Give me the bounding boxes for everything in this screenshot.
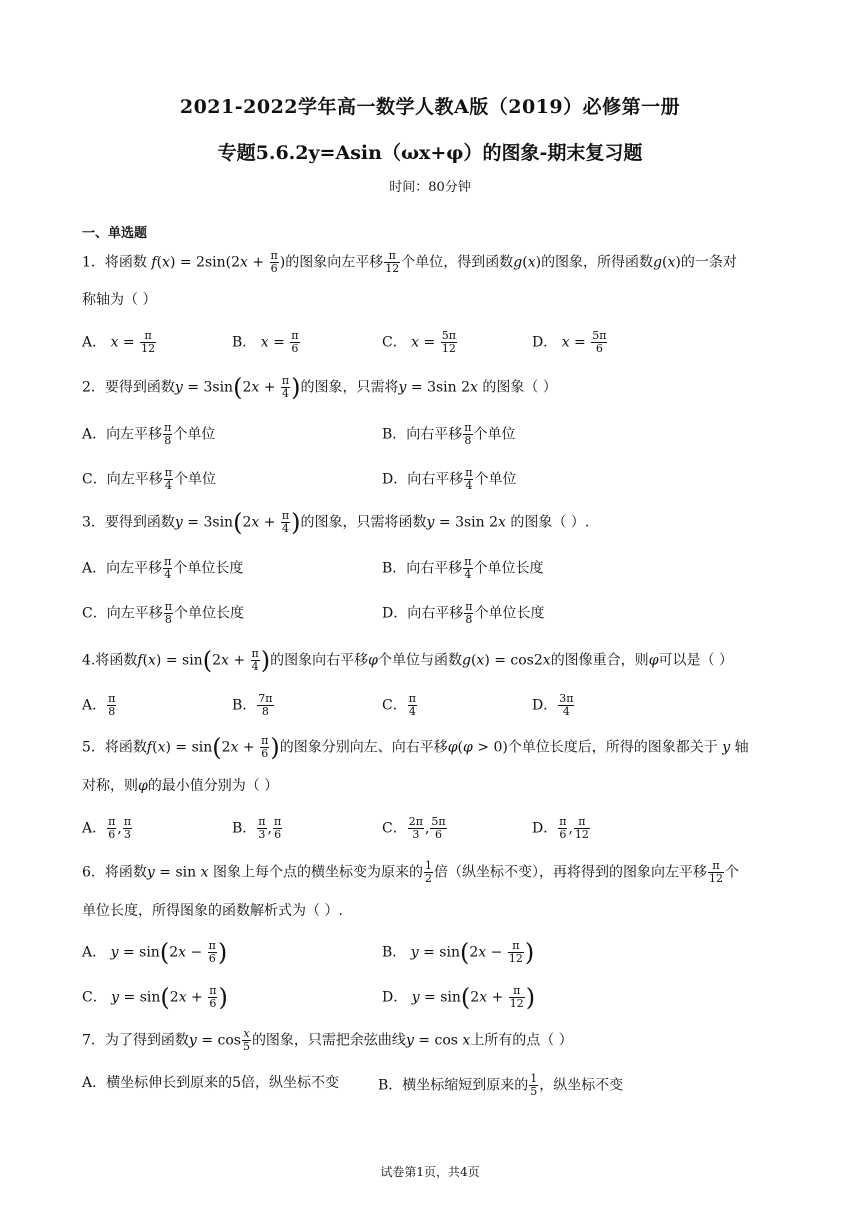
q1-option-b[interactable]: B． x = $\frac{\pi}{6}$	[232, 329, 299, 355]
q7-option-a[interactable]: A．横坐标伸长到原来的5倍，纵坐标不变	[82, 1075, 340, 1091]
question-4: 4.将函数f(x) = sin(2x + $\frac{\pi}{4}$ )的图象向右平移φ个单位与函数g(x) = cos2x的图像重合，则φ可以是（ ）	[82, 646, 733, 675]
q4-option-b[interactable]: B． $\frac{7\pi}{8}$	[232, 692, 273, 718]
q6-option-d[interactable]: D． y = sin(2x + $\frac{\pi}{12}$ )	[382, 983, 536, 1012]
exam-subtitle: 专题5.6.2y=Asin（ωx+φ）的图象-期末复习题	[217, 142, 643, 164]
page-footer: 试卷第1页，共4页	[380, 1165, 480, 1179]
q2-option-b[interactable]: B．向右平移 $\frac{\pi}{8}$ 个单位	[382, 421, 516, 447]
q3-option-d[interactable]: D．向右平移 $\frac{\pi}{8}$ 个单位长度	[382, 600, 545, 626]
q4-option-c[interactable]: C． $\frac{\pi}{4}$	[382, 692, 416, 718]
time-limit: 时间：80分钟	[389, 180, 471, 195]
q2-option-c[interactable]: C．向左平移 $\frac{\pi}{4}$ 个单位	[82, 466, 216, 492]
q1-option-c[interactable]: C． x = $\frac{5\pi}{12}$	[382, 329, 456, 355]
section-heading: 一、单选题	[82, 226, 148, 241]
exam-title: 2021-2022学年高一数学人教A版（2019）必修第一册	[179, 96, 681, 118]
q1-option-a[interactable]: A． x = $\frac{\pi}{12}$	[82, 329, 156, 355]
question-5: 5．将函数f(x) = sin(2x + $\frac{\pi}{6}$ )的图象分别向左、向右平移φ(φ > 0)个单位长度后，所得的图象都关于 y 轴	[82, 733, 749, 762]
q5-option-a[interactable]: A． $\frac{\pi}{6}$ , $\frac{\pi}{3}$	[82, 815, 132, 841]
q3-option-b[interactable]: B．向右平移 $\frac{\pi}{4}$ 个单位长度	[382, 555, 544, 581]
q7-option-b[interactable]: B．横坐标缩短到原来的 $\frac{1}{5}$ ，纵坐标不变	[378, 1072, 624, 1098]
q5-option-b[interactable]: B． $\frac{\pi}{3}$ , $\frac{\pi}{6}$	[232, 815, 282, 841]
question-2: 2．要得到函数y = 3sin(2x + $\frac{\pi}{4}$ )的图象，只需将y = 3sin 2x 的图象（ ）	[82, 373, 557, 402]
q3-option-a[interactable]: A．向左平移 $\frac{\pi}{4}$ 个单位长度	[82, 555, 244, 581]
question-6-cont: 单位长度，所得图象的函数解析式为（ ）.	[82, 903, 343, 919]
q6-option-b[interactable]: B． y = sin(2x − $\frac{\pi}{12}$ )	[382, 938, 535, 967]
q6-option-a[interactable]: A． y = sin(2x − $\frac{\pi}{6}$ )	[82, 938, 228, 967]
q1-option-d[interactable]: D． x = $\frac{5\pi}{6}$	[532, 329, 607, 355]
q5-option-d[interactable]: D． $\frac{\pi}{6}$ , $\frac{\pi}{12}$	[532, 815, 589, 841]
q2-option-a[interactable]: A．向左平移 $\frac{\pi}{8}$ 个单位	[82, 421, 216, 447]
q4-option-d[interactable]: D． $\frac{3\pi}{4}$	[532, 692, 574, 718]
question-3: 3．要得到函数y = 3sin(2x + $\frac{\pi}{4}$ )的图象，只需将函数y = 3sin 2x 的图象（ ）.	[82, 508, 590, 537]
q6-option-c[interactable]: C． y = sin(2x + $\frac{\pi}{6}$ )	[82, 983, 228, 1012]
question-1-cont: 称轴为（ ）	[82, 292, 157, 308]
q5-option-c[interactable]: C． $\frac{2\pi}{3}$ , $\frac{5\pi}{6}$	[382, 815, 446, 841]
question-1: 1．将函数 f(x) = 2sin(2x + $\frac{\pi}{6}$ )的图象向左平移 $\frac{\pi}{12}$ 个单位，得到函数g(x)的图象，所得函数g(x)的一条对	[82, 249, 737, 275]
q2-option-d[interactable]: D．向右平移 $\frac{\pi}{4}$ 个单位	[382, 466, 517, 492]
q4-option-a[interactable]: A． $\frac{\pi}{8}$	[82, 692, 116, 718]
question-5-cont: 对称，则φ的最小值分别为（ ）	[82, 778, 279, 794]
question-6: 6．将函数y = sin x 图象上每个点的横坐标变为原来的 $\frac{1}{2}$ 倍（纵坐标不变），再将得到的图象向左平移 $\frac{\pi}{12}$ 个	[82, 859, 739, 885]
question-7: 7．为了得到函数y = cos $\frac{x}{5}$ 的图象，只需把余弦曲线y = cos x上所有的点（ ）	[82, 1027, 573, 1053]
q3-option-c[interactable]: C．向左平移 $\frac{\pi}{8}$ 个单位长度	[82, 600, 244, 626]
